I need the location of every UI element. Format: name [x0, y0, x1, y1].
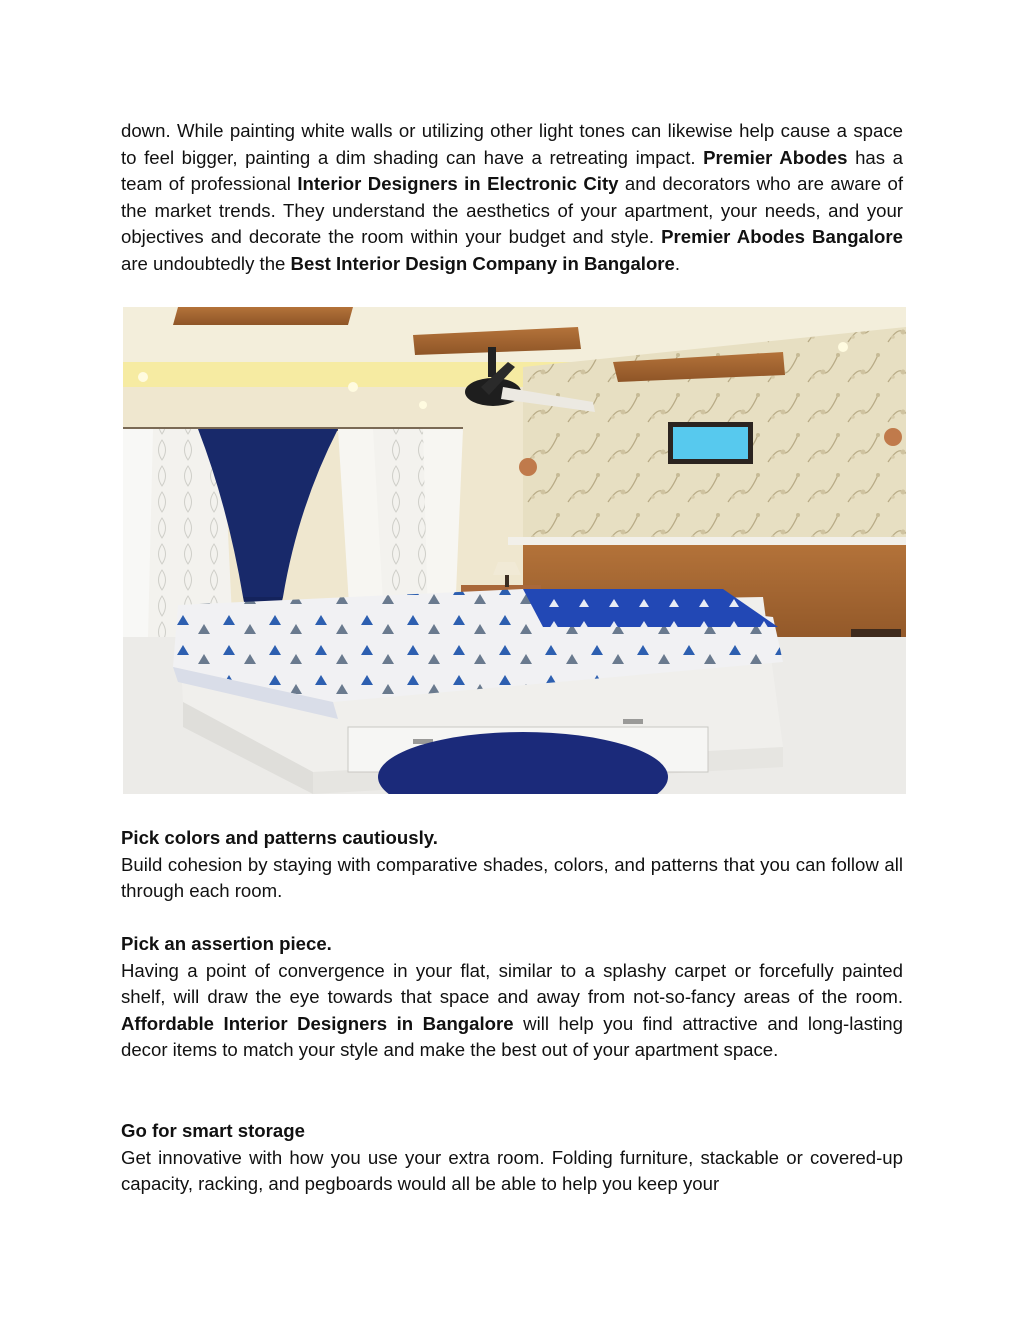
section1-heading: Pick colors and patterns cautiously. — [121, 827, 438, 848]
section3-heading: Go for smart storage — [121, 1120, 305, 1141]
section-smart-storage — [121, 1118, 903, 1198]
intro-text — [121, 118, 903, 278]
section1-body: Build cohesion by staying with comparative shades, colors, and patterns that you can follow all through each room. — [121, 853, 903, 902]
intro-text-5: . — [674, 252, 681, 274]
interior-designers-electronic-city-bold: Interior Designers in Electronic City — [297, 173, 619, 195]
intro-text-3: and decorators who are aware of the market trends. They understand the aesthetics of your apartment, your needs, and your objectives and decorate the room within your budget and style. — [121, 173, 903, 248]
intro-text-2: has a team of professional — [121, 146, 903, 195]
affordable-interior-designers-bold: Affordable Interior Designers in Bangalore — [121, 1012, 514, 1034]
premier-abodes-bangalore-bold: Premier Abodes Bangalore — [661, 226, 903, 248]
best-interior-design-company-bold: Best Interior Design Company in Bangalore — [290, 252, 675, 274]
section2-body — [121, 958, 903, 1064]
section-assertion-piece — [121, 931, 903, 1064]
bedroom-photo — [123, 307, 906, 794]
section2-heading: Pick an assertion piece. — [121, 933, 332, 954]
section2-text-1: Having a point of convergence in your flat, similar to a splashy carpet or forcefully painted shelf, will draw the eye towards that space and away from not-so-fancy areas of the room. — [121, 959, 903, 1008]
section3-body: Get innovative with how you use your extra room. Folding furniture, stackable or covered-up capacity, racking, and pegboards would all be able to help you keep your — [121, 1146, 903, 1195]
premier-abodes-bold: Premier Abodes — [703, 146, 848, 168]
intro-paragraph — [121, 118, 903, 278]
section-colors-patterns — [121, 825, 903, 905]
section2-text-2: will help you find attractive and long-lasting decor items to match your style and make the best out of your apartment space. — [121, 1012, 903, 1061]
intro-text-4: are undoubtedly the — [121, 252, 291, 274]
intro-text-1: down. While painting white walls or utilizing other light tones can likewise help cause a space to feel bigger, painting a dim shading can have a retreating impact. — [121, 120, 903, 168]
